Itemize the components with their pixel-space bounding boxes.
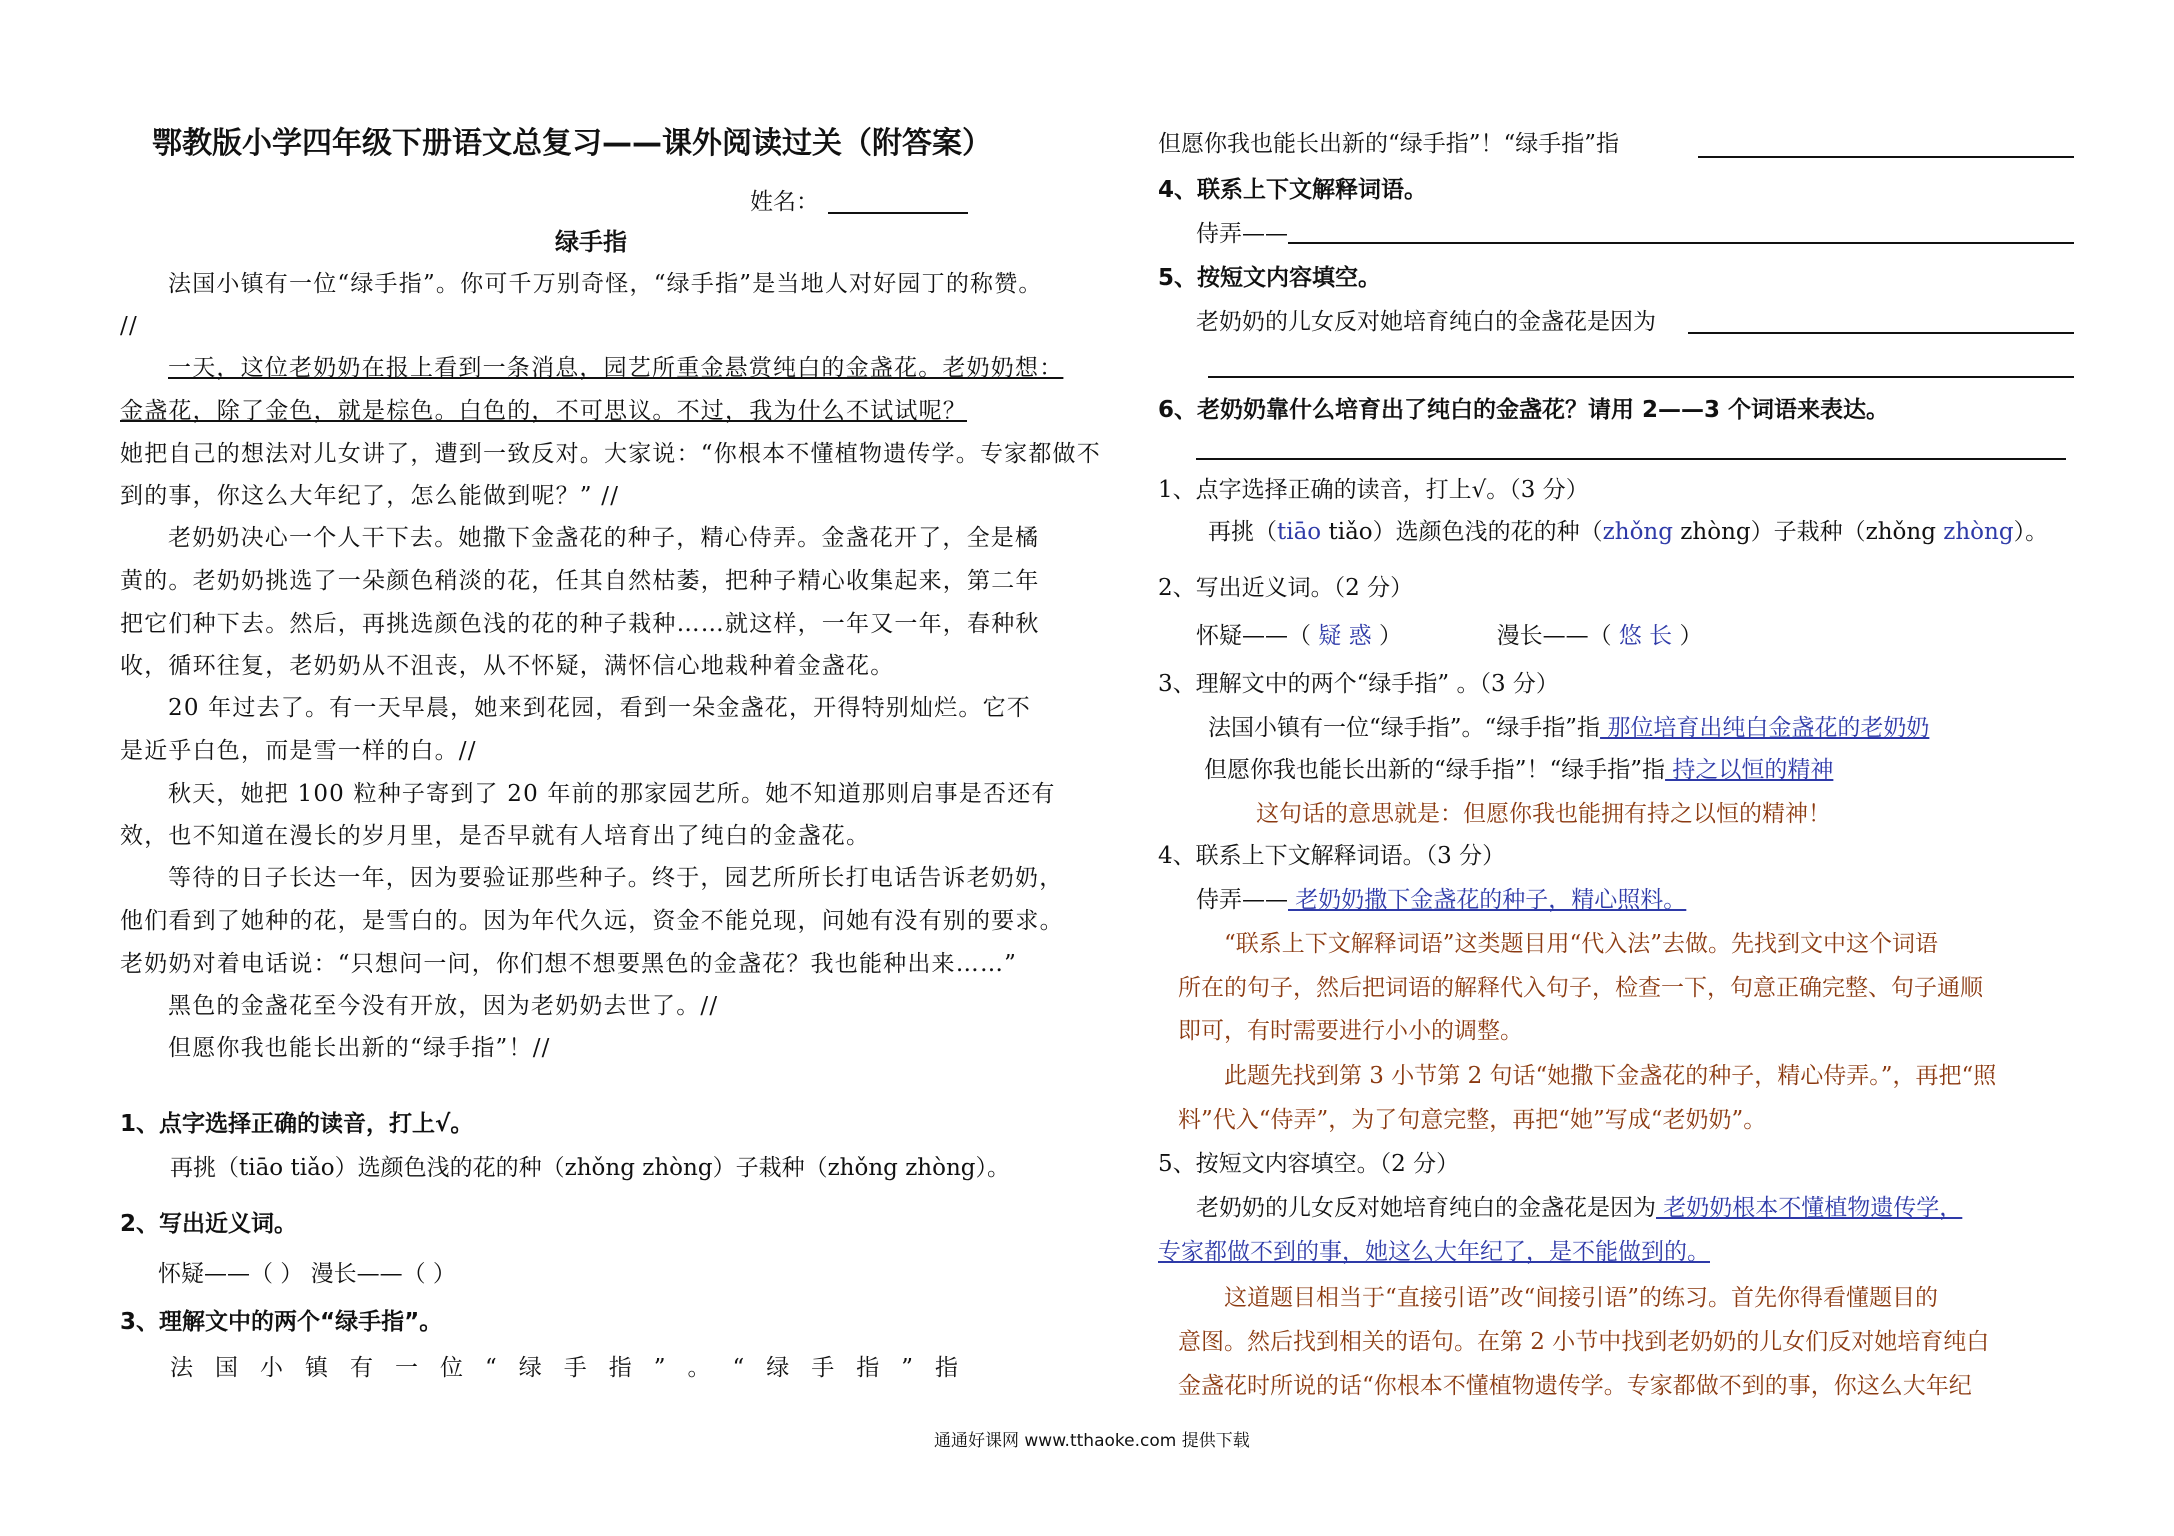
name-blank[interactable]: [828, 212, 968, 214]
answer-2-text: [1196, 620, 1703, 652]
answer-value: 悠 长: [1611, 623, 1680, 649]
story-line: 效，也不知道在漫长的岁月里，是否早就有人培育出了纯白的金盏花。: [120, 823, 871, 849]
answer-4-note: 所在的句子，然后把词语的解释代入句子，检查一下，句意正确完整、句子通顺: [1178, 975, 1983, 1001]
answer-text: 侍弄——: [1196, 887, 1288, 913]
answer-text: 再挑（: [1208, 519, 1277, 545]
answer-4-note: 即可，有时需要进行小小的调整。: [1178, 1018, 1523, 1044]
story-line: 把它们种下去。然后，再挑选颜色浅的花的种子栽种……就这样，一年又一年，春种秋: [120, 611, 1040, 637]
answer-1-title: 1、点字选择正确的读音，打上√。（3 分）: [1158, 477, 1589, 503]
answer-choice: zhòng: [1943, 519, 2014, 545]
answer-5-note: 意图。然后找到相关的语句。在第 2 小节中找到老奶奶的儿女们反对她培育纯白: [1178, 1329, 1990, 1355]
answer-value: 老奶奶撒下金盏花的种子，精心照料。: [1288, 887, 1687, 913]
answer-text: zhòng: [1672, 519, 1751, 545]
question-2-text: 怀疑——（ ） 漫长——（ ）: [158, 1261, 456, 1287]
answer-1-text: [1208, 516, 2048, 548]
question-5-text: 老奶奶的儿女反对她培育纯白的金盏花是因为: [1196, 309, 1656, 335]
answer-4-note: 料”代入“侍弄”，为了句意完整，再把“她”写成“老奶奶”。: [1178, 1107, 1767, 1133]
story-line: 一天，这位老奶奶在报上看到一条消息，园艺所重金悬赏纯白的金盏花。老奶奶想：: [168, 355, 1064, 381]
answer-4-note: 此题先找到第 3 小节第 2 句话“她撒下金盏花的种子，精心侍弄。”，再把“照: [1224, 1063, 1997, 1089]
answer-text: 老奶奶的儿女反对她培育纯白的金盏花是因为: [1196, 1195, 1656, 1221]
answer-text: 但愿你我也能长出新的“绿手指”！“绿手指”指: [1204, 757, 1666, 783]
story-line: 她把自己的想法对儿女讲了，遭到一致反对。大家说：“你根本不懂植物遗传学。专家都做不: [120, 441, 1101, 467]
story-line: 法国小镇有一位“绿手指”。你可千万别奇怪，“绿手指”是当地人对好园丁的称赞。: [168, 271, 1043, 297]
answer-text: ）子栽种（zhǒng: [1750, 519, 1944, 545]
question-6-title: 6、老奶奶靠什么培育出了纯白的金盏花？请用 2——3 个词语来表达。: [1158, 397, 1890, 423]
question-3-title: 3、理解文中的两个“绿手指”。: [120, 1309, 443, 1335]
answer-4-text: [1196, 884, 1686, 916]
answer-text: ）: [1378, 623, 1402, 649]
answer-text: ）。: [2013, 519, 2049, 545]
answer-blank[interactable]: [1208, 376, 2074, 378]
answer-3-title: 3、理解文中的两个“绿手指” 。（3 分）: [1158, 671, 1559, 697]
question-2-title: 2、写出近义词。: [120, 1211, 298, 1237]
answer-3-note: 这句话的意思就是：但愿你我也能拥有持之以恒的精神！: [1256, 801, 1831, 827]
question-1-text: 再挑（tiāo tiǎo）选颜色浅的花的种（zhǒng zhòng）子栽种（zhǒng zhòng）。: [170, 1155, 1011, 1181]
answer-text: 怀疑——（: [1196, 623, 1311, 649]
answer-5-note: 金盏花时所说的话“你根本不懂植物遗传学。专家都做不到的事，你这么大年纪: [1178, 1373, 1972, 1399]
question-4-title: 4、联系上下文解释词语。: [1158, 177, 1428, 203]
story-line: 老奶奶决心一个人干下去。她撒下金盏花的种子，精心侍弄。金盏花开了，全是橘: [168, 525, 1040, 551]
story-line: 他们看到了她种的花，是雪白的。因为年代久远，资金不能兑现，问她有没有别的要求。: [120, 908, 1064, 934]
story-line: 到的事，你这么大年纪了，怎么能做到呢？” //: [120, 483, 620, 509]
answer-value: 那位培育出纯白金盏花的老奶奶: [1600, 715, 1930, 741]
answer-value: 老奶奶根本不懂植物遗传学，: [1656, 1195, 1963, 1221]
answer-blank[interactable]: [1288, 242, 2074, 244]
answer-blank[interactable]: [1688, 332, 2074, 334]
answer-choice: tiāo: [1277, 519, 1322, 545]
story-line: 黑色的金盏花至今没有开放，因为老奶奶去世了。//: [168, 993, 719, 1019]
answer-text: 法国小镇有一位“绿手指”。“绿手指”指: [1208, 715, 1601, 741]
story-line: 是近乎白色，而是雪一样的白。//: [120, 738, 477, 764]
answer-2-title: 2、写出近义词。（2 分）: [1158, 575, 1414, 601]
story-line: 秋天，她把 100 粒种子寄到了 20 年前的那家园艺所。她不知道那则启事是否还有: [168, 781, 1056, 807]
story-line: 20 年过去了。有一天早晨，她来到花园，看到一朵金盏花，开得特别灿烂。它不: [168, 695, 1031, 721]
story-line: //: [120, 313, 138, 339]
answer-5-title: 5、按短文内容填空。（2 分）: [1158, 1151, 1460, 1177]
name-label: 姓名：: [750, 189, 819, 215]
story-title: 绿手指: [555, 228, 627, 256]
answer-text: ）选颜色浅的花的种（: [1372, 519, 1603, 545]
answer-3-line2: [1204, 754, 1833, 786]
story-line: 但愿你我也能长出新的“绿手指”！//: [168, 1035, 551, 1061]
answer-5-note: 这道题目相当于“直接引语”改“间接引语”的练习。首先你得看懂题目的: [1224, 1285, 1939, 1311]
answer-5-value-cont: 专家都做不到的事，她这么大年纪了，是不能做到的。: [1158, 1239, 1710, 1265]
answer-5-text: [1196, 1192, 1962, 1224]
question-3-continued: 但愿你我也能长出新的“绿手指”！“绿手指”指: [1158, 131, 1620, 157]
story-line: 老奶奶对着电话说：“只想问一问，你们想不想要黑色的金盏花？我也能种出来……”: [120, 951, 1018, 977]
answer-value: 疑 惑: [1311, 623, 1379, 649]
question-4-text: 侍弄——: [1196, 221, 1288, 247]
document-title: 鄂教版小学四年级下册语文总复习——课外阅读过关（附答案）: [152, 126, 992, 161]
answer-text: ）: [1679, 623, 1703, 649]
question-5-title: 5、按短文内容填空。: [1158, 265, 1382, 291]
answer-blank[interactable]: [1196, 458, 2066, 460]
story-line: 等待的日子长达一年，因为要验证那些种子。终于，园艺所所长打电话告诉老奶奶，: [168, 865, 1064, 891]
answer-choice: zhǒng: [1602, 519, 1673, 545]
question-1-title: 1、点字选择正确的读音，打上√。: [120, 1111, 474, 1137]
footer-source: 通通好课网 www.tthaoke.com 提供下载: [934, 1431, 1250, 1451]
story-line: 收，循环往复，老奶奶从不沮丧，从不怀疑，满怀信心地栽种着金盏花。: [120, 653, 895, 679]
answer-text: 漫长——（: [1496, 623, 1612, 649]
question-3-text: 法国小镇有一位“绿手指”。“绿手指”指: [170, 1355, 981, 1381]
story-line: 黄的。老奶奶挑选了一朵颜色稍淡的花，任其自然枯萎，把种子精心收集起来，第二年: [120, 568, 1040, 594]
answer-text: tiǎo: [1321, 519, 1373, 545]
story-line: 金盏花，除了金色，就是棕色。白色的，不可思议。不过，我为什么不试试呢？: [120, 398, 967, 424]
answer-blank[interactable]: [1698, 156, 2074, 158]
answer-3-line1: [1208, 712, 1929, 744]
answer-value: 持之以恒的精神: [1665, 757, 1834, 783]
answer-4-note: “联系上下文解释词语”这类题目用“代入法”去做。先找到文中这个词语: [1224, 931, 1939, 957]
answer-4-title: 4、联系上下文解释词语。（3 分）: [1158, 843, 1506, 869]
